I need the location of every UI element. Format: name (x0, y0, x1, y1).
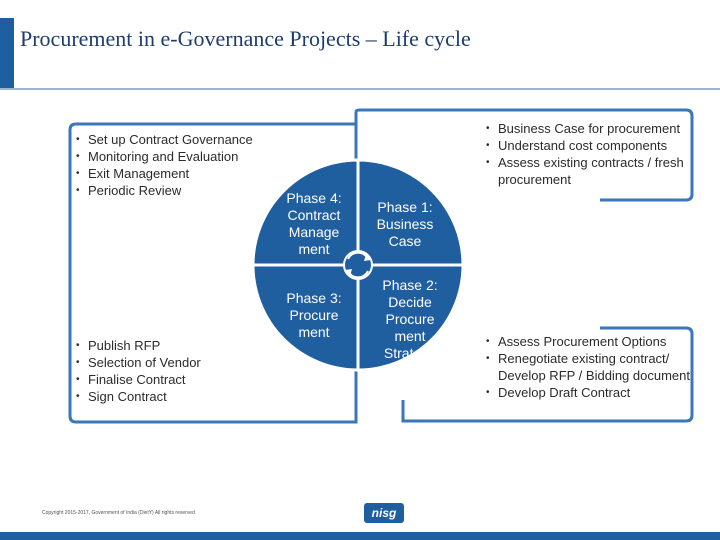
list-item: • Set up Contract Governance (76, 131, 276, 148)
list-item: • Selection of Vendor (76, 354, 276, 371)
phase3-label: Phase 3: Procure ment (286, 290, 342, 340)
list-item: • Publish RFP (76, 337, 276, 354)
list-item: • Business Case for procurement (486, 120, 696, 137)
contract-management-bullets (76, 131, 276, 199)
list-item: • Exit Management (76, 165, 276, 182)
list-item: • Assess Procurement Options (486, 333, 696, 350)
business-case-bullets (486, 120, 696, 188)
list-item: • Monitoring and Evaluation (76, 148, 276, 165)
list-item: • Finalise Contract (76, 371, 276, 388)
phase4-label: Phase 4: Contract Manage ment (286, 190, 342, 257)
copyright-note: Copyright 2015-2017, Government of India (DietY) All rights reserved (42, 510, 195, 516)
list-item: • Assess existing contracts / fresh procurement (486, 154, 696, 188)
list-item: • Develop Draft Contract (486, 384, 696, 401)
list-item: • Periodic Review (76, 182, 276, 199)
procurement-bullets (76, 337, 276, 405)
phase1-label: Phase 1: Business Case (376, 199, 434, 249)
list-item: • Understand cost components (486, 137, 696, 154)
phase2-label: Phase 2: Decide Procure ment Strategy (382, 277, 438, 361)
list-item: • Sign Contract (76, 388, 276, 405)
page-title: Procurement in e-Governance Projects – Life cycle (20, 26, 471, 51)
nisg-logo: nisg (364, 503, 404, 523)
list-item: • Renegotiate existing contract/ Develop RFP / Bidding document (486, 350, 696, 384)
procurement-strategy-bullets (486, 333, 696, 401)
bottom-accent-bar (0, 532, 720, 540)
